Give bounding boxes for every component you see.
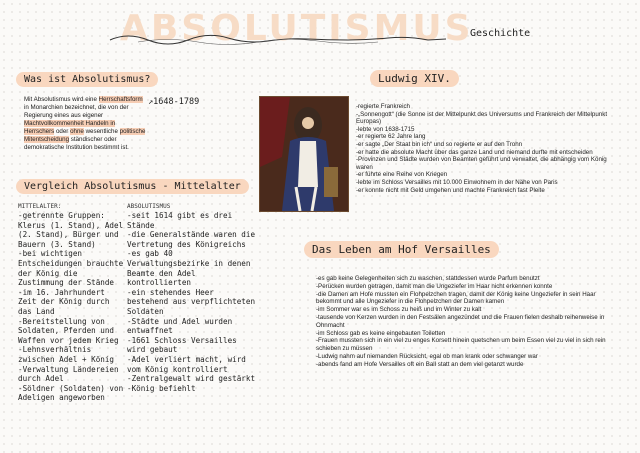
- section-heading-court: Das Leben am Hof Versailles: [304, 241, 499, 258]
- absolutism-item: -Städte und Adel wurden entwaffnet: [127, 316, 233, 336]
- definition-segment: wesentliche: [83, 128, 120, 135]
- section-heading-ludwig: Ludwig XIV.: [370, 70, 459, 87]
- ludwig-fact-item: -„Sonnengott“ (die Sonne ist der Mittelpunkt des Universums und Frankreich der Mittelpunkt Europas): [356, 110, 608, 126]
- highlighted-term: politische Mitentscheidung: [24, 128, 146, 143]
- definition-segment: Mit Absolutismus wird eine: [24, 96, 99, 103]
- absolutism-item: -es gab 40 Verwaltungsbezirke in denen Beamte den Adel kontrollierten: [127, 249, 251, 288]
- arrow-icon: ↗: [148, 97, 154, 107]
- ludwig-portrait-image: [259, 96, 349, 212]
- definition-segment: in Monarchien bezeichnet, die von der Regierung eines aus eigener: [24, 104, 129, 119]
- ludwig-fact-item: -Provinzen und Städte wurden von Beamten geführt und verwaltet, die abhängig vom König waren: [356, 156, 607, 171]
- ludwig-fact-item: -lebte von 1638-1715: [356, 125, 415, 133]
- definition-text: [24, 96, 146, 152]
- court-life-list: [316, 275, 612, 369]
- ludwig-fact-item: -er führte eine Reihe von Kriegen: [356, 171, 448, 179]
- middle-ages-item: -Verwaltung Ländereien durch Adel: [18, 364, 119, 384]
- title-underline-scribble: [108, 28, 448, 48]
- middle-ages-item: -bei wichtigen Entscheidungen brauchte der König die Zustimmung der Stände: [18, 249, 124, 288]
- absolutism-item: -ein stehendes Heer bestehend aus verpflichteten Soldaten: [127, 287, 256, 316]
- ludwig-fact-item: -regierte Frankreich: [356, 103, 410, 110]
- ludwig-fact-item: -er sagte „Der Staat bin ich“ und so regierte er auf den Trohn: [356, 140, 523, 148]
- subject-label: Geschichte: [470, 28, 531, 39]
- ludwig-fact-item: -er konnte nicht mit Geld umgehen und machte Frankreich fast Pleite: [356, 186, 545, 194]
- ludwig-fact-item: -lebte im Schloss Versailles mit 10.000 Einwohnern in der Nähe von Paris: [356, 178, 558, 186]
- middle-ages-item: -Lehnsverhältnis zwischen Adel + König: [18, 345, 115, 364]
- highlighted-term: Machtvollkommenheit Handeln in Herrschers: [24, 120, 116, 135]
- definition-segment: oder: [54, 128, 71, 135]
- middle-ages-item: -getrennte Gruppen: Klerus (1. Stand), Adel (2. Stand), Bürger und Bauern (3. Stand): [18, 211, 124, 249]
- middle-ages-list: [18, 211, 124, 403]
- ludwig-fact-item: -er hatte die absolute Macht über das ganze Land und niemand durfte mit entscheiden: [356, 148, 593, 156]
- court-life-item: -es gab keine Gelegenheiten sich zu waschen, stattdessen wurde Parfum benutzt: [316, 275, 540, 282]
- date-range: ↗1648-1789: [148, 97, 200, 107]
- court-life-item: -Ludwig nahm auf niemanden Rücksicht, egal ob man krank oder schwanger war: [316, 352, 538, 360]
- middle-ages-item: -Söldner (Soldaten) von Adeligen angeworben: [18, 383, 124, 403]
- middle-ages-item: -Bereitstellung von Soldaten, Pferden und Waffen vor jedem Krieg: [18, 316, 119, 345]
- middle-ages-item: -im 16. Jahrhundert Zeit der König durch das Land: [18, 287, 110, 316]
- court-life-item: -Perücken wurden getragen, damit man die Ungeziefer im Haar nicht erkennen konnte: [316, 282, 553, 290]
- absolutism-item: -die Generalstände waren die Vertretung des Königreichs: [127, 230, 256, 249]
- portrait-figure-icon: [260, 97, 348, 211]
- ludwig-facts-list: [356, 103, 624, 194]
- absolutism-item: -Zentralgewalt wird gestärkt: [127, 374, 256, 384]
- page-title: ABSOLUTISMUS: [120, 8, 474, 49]
- column-label-absolutism: ABSOLUTISMUS: [127, 203, 171, 210]
- highlighted-term: ohne: [70, 128, 84, 135]
- absolutism-item: -Adel verliert macht, wird vom König kontrolliert: [127, 354, 246, 374]
- definition-segment: ständischer oder demokratische Institution bestimmt ist.: [24, 136, 129, 151]
- court-life-item: -im Schloss gab es keine eingebauten Toiletten: [316, 329, 446, 337]
- court-life-item: -Frauen mussten sich in ein viel zu enges Korsett hinein quetschen um beim Essen viel zu viel in sich rein schieben zu müssen: [316, 337, 606, 353]
- highlighted-term: Herrschaftsform: [98, 96, 143, 103]
- court-life-item: -abends fand am Hofe Versailles oft ein Ball statt an dem viel getanzt wurde: [316, 360, 524, 368]
- ludwig-fact-item: -er regierte 62 Jahre lang: [356, 133, 426, 141]
- absolutism-list: [127, 211, 255, 393]
- court-life-item: -im Sommer war es im Schoss zu heiß und im Winter zu kalt: [316, 306, 482, 314]
- section-heading-what: Was ist Absolutismus?: [16, 72, 158, 87]
- section-heading-compare: Vergleich Absolutismus - Mittelalter: [16, 179, 249, 194]
- absolutism-item: -seit 1614 gibt es drei Stände: [127, 211, 233, 230]
- court-life-item: -tausende von Kerzen wurden in den Festsälen angezündet und die Frauen fielen deshalb reihenweise in Ohnmacht: [316, 313, 605, 329]
- column-label-middle-ages: MITTELALTER:: [18, 203, 62, 210]
- court-life-item: -die Damen am Hofe mussten ein Flohpelzchen tragen, damit der König keine Ungeziefer in sein Haar bekommt und alle Ungeziefer in die Flohpelzchen der Damen kamen: [316, 290, 596, 306]
- absolutism-item: -König befiehlt: [127, 383, 196, 393]
- absolutism-item: -1661 Schloss Versailles wird gebaut: [127, 335, 237, 355]
